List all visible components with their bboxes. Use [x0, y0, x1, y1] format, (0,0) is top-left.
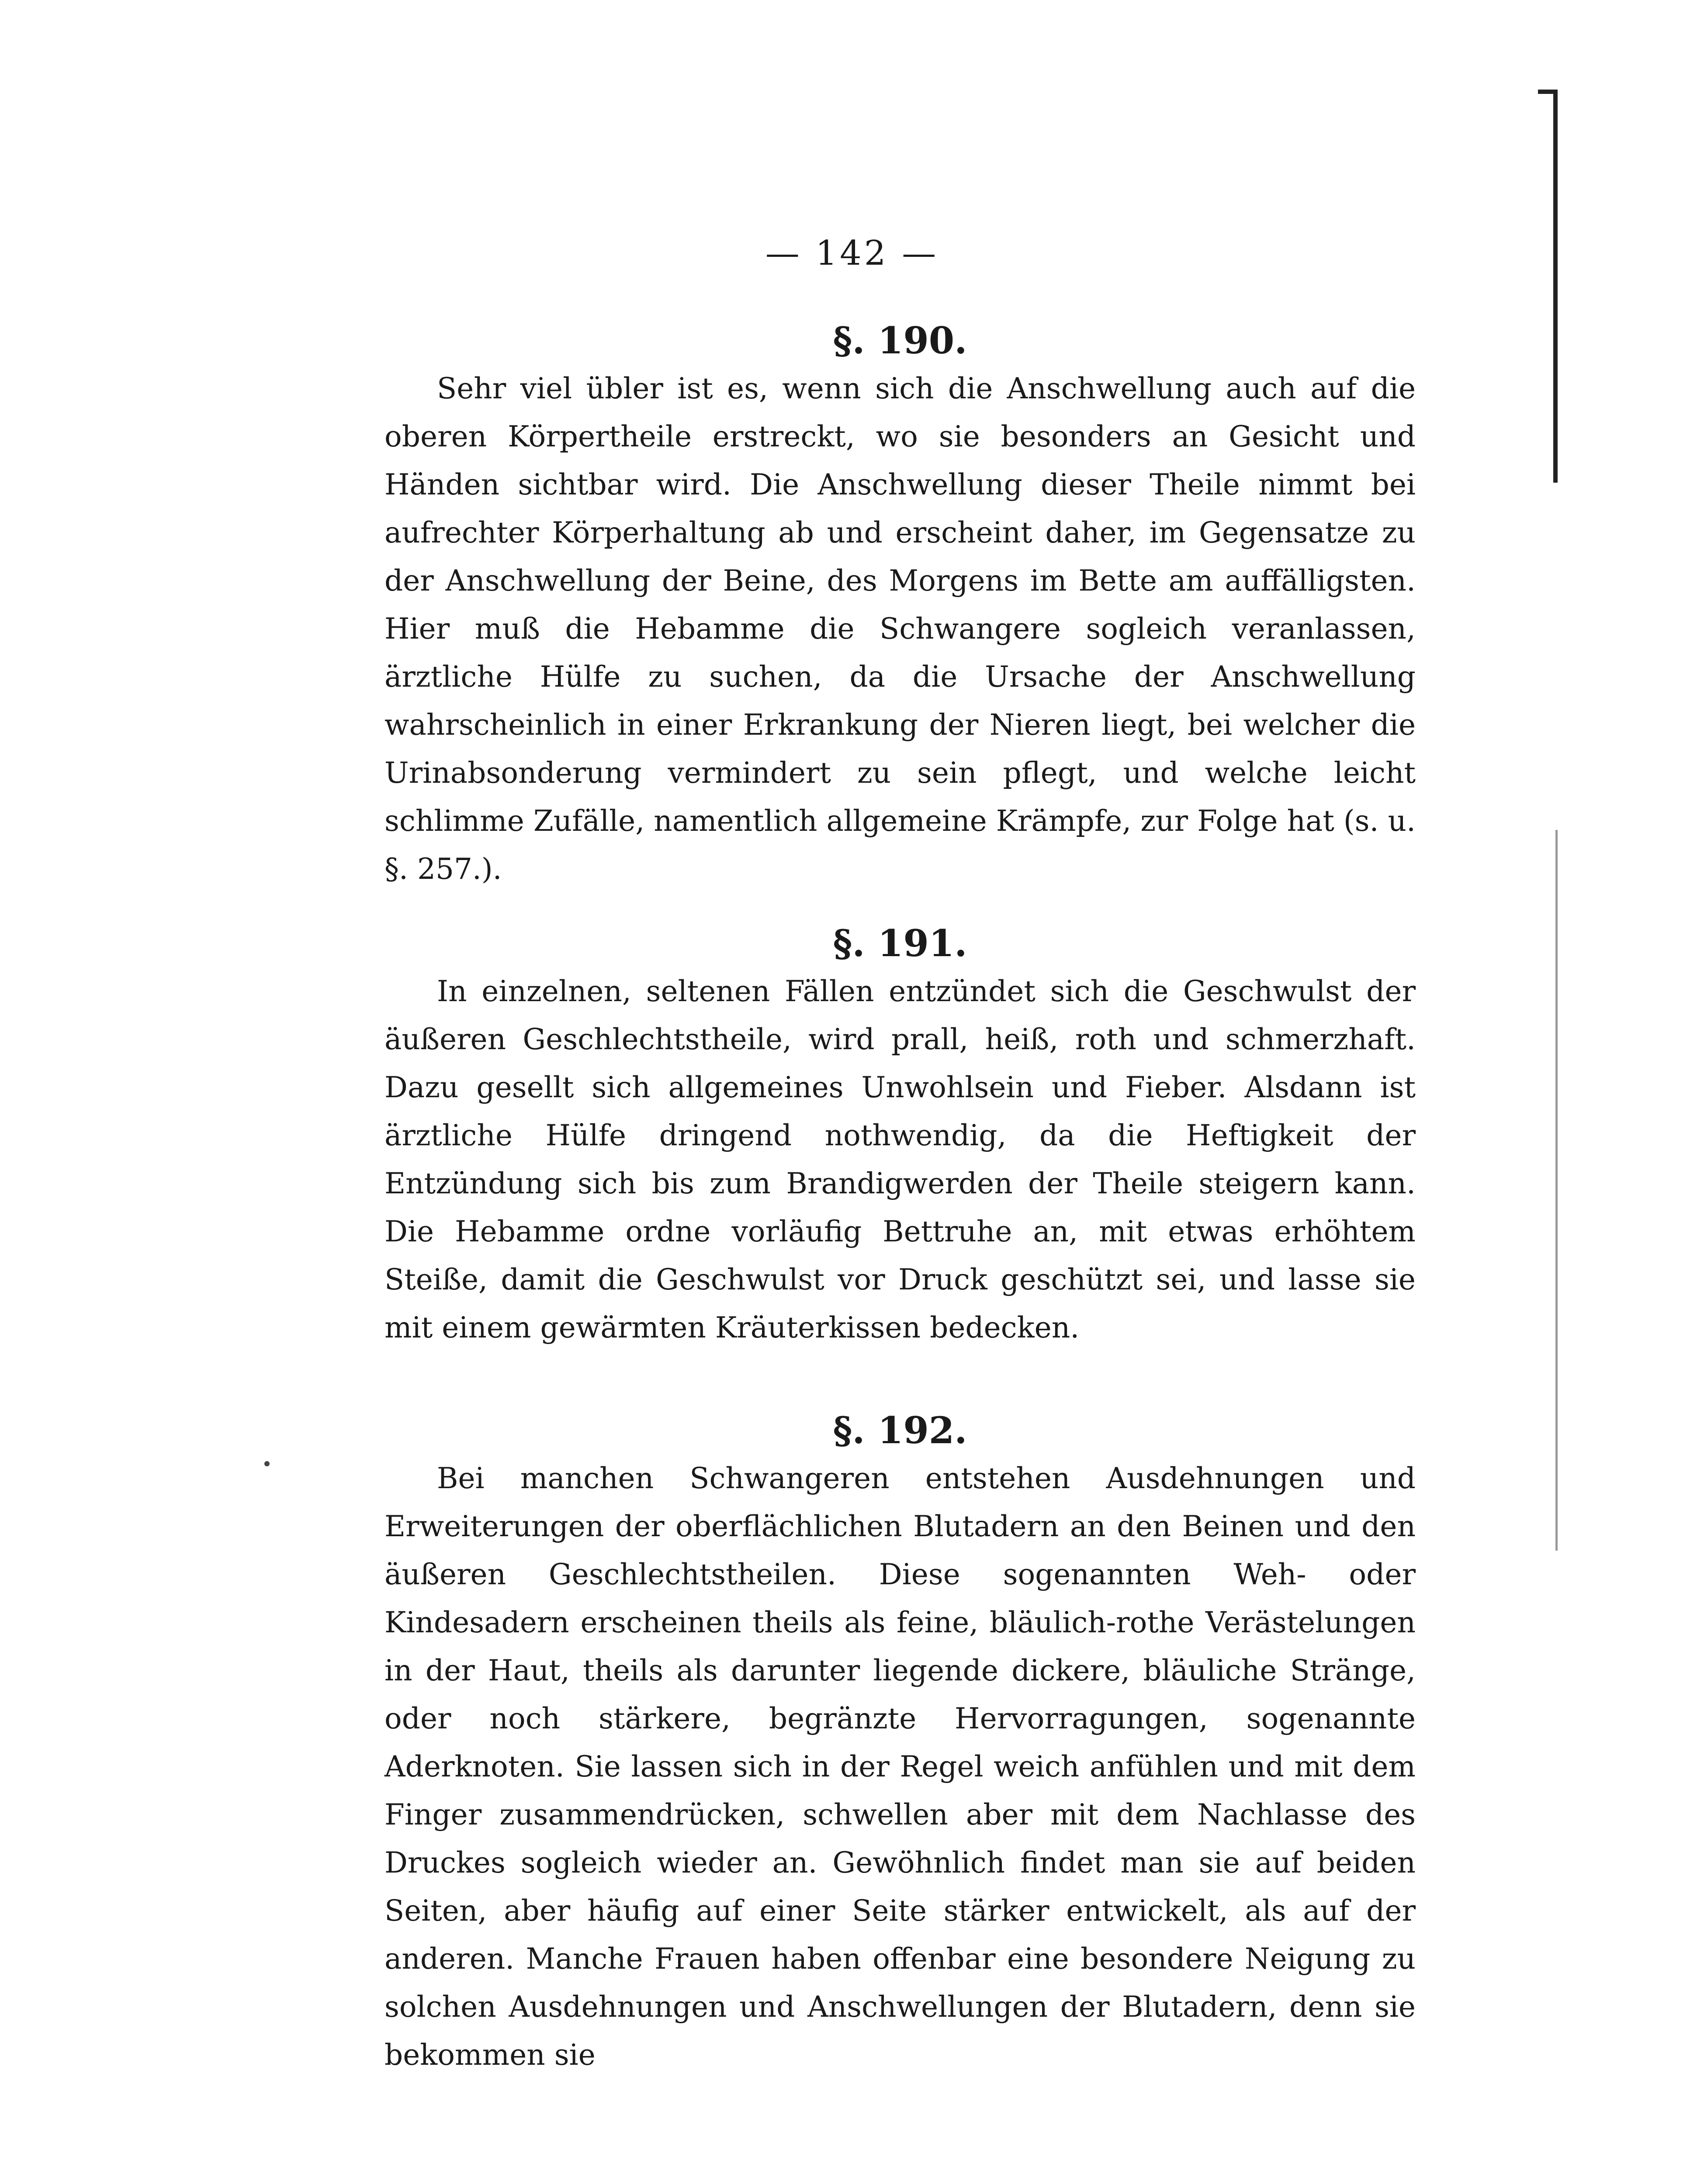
section-paragraph: Bei manchen Schwangeren entstehen Ausdehnungen und Erweiterungen der oberflächlichen Blutadern an den Beinen und den äußeren Geschlechtstheilen. Diese sogenannten Weh- oder Kindesadern erscheinen theils als feine, bläulich-rothe Verästelungen in der Haut, theils als darunter liegende dickere, bläuliche Stränge, oder noch stärkere, begränzte Hervorragungen, sogenannte Aderknoten. Sie lassen sich in der Regel weich anfühlen und mit dem Finger zusammendrücken, schwellen aber mit dem Nachlasse des Druckes sogleich wieder an. Gewöhnlich findet man sie auf beiden Seiten, aber häufig auf einer Seite stärker entwickelt, als auf der anderen. Manche Frauen haben offenbar eine besondere Neigung zu solchen Ausdehnungen und Anschwellungen der Blutadern, denn sie bekommen sie	[384, 1462, 1416, 2072]
section-192	[384, 1406, 1416, 2079]
section-heading: §. 191.	[833, 922, 967, 965]
section-190	[384, 317, 1416, 893]
section-heading: §. 192.	[833, 1409, 967, 1452]
print-speck	[264, 1461, 270, 1466]
section-paragraph: Sehr viel übler ist es, wenn sich die Anschwellung auch auf die oberen Körpertheile erstreckt, wo sie besonders an Gesicht und Händen sichtbar wird. Die Anschwellung dieser Theile nimmt bei aufrechter Körperhaltung ab und erscheint daher, im Gegensatze zu der Anschwellung der Beine, des Morgens im Bette am auffälligsten. Hier muß die Hebamme die Schwangere sogleich veranlassen, ärztliche Hülfe zu suchen, da die Ursache der Anschwellung wahrscheinlich in einer Erkrankung der Nieren liegt, bei welcher die Urinabsonderung vermindert zu sein pflegt, und welche leicht schlimme Zufälle, namentlich allgemeine Krämpfe, zur Folge hat (s. u. §. 257.).	[384, 372, 1416, 886]
page-edge-cap	[1538, 90, 1558, 94]
section-heading: §. 190.	[833, 319, 967, 362]
page-edge-shadow	[1555, 830, 1558, 1551]
section-191	[384, 919, 1416, 1352]
page-number: — 142 —	[765, 234, 939, 273]
section-paragraph: In einzelnen, seltenen Fällen entzündet sich die Geschwulst der äußeren Geschlechtstheile, wird prall, heiß, roth und schmerzhaft. Dazu gesellt sich allgemeines Unwohlsein und Fieber. Alsdann ist ärztliche Hülfe dringend nothwendig, da die Heftigkeit der Entzündung sich bis zum Brandigwerden der Theile steigern kann. Die Hebamme ordne vorläufig Bettruhe an, mit etwas erhöhtem Steiße, damit die Geschwulst vor Druck geschützt sei, und lasse sie mit einem gewärmten Kräuterkissen bedecken.	[384, 975, 1416, 1344]
page-edge-line	[1553, 90, 1558, 483]
